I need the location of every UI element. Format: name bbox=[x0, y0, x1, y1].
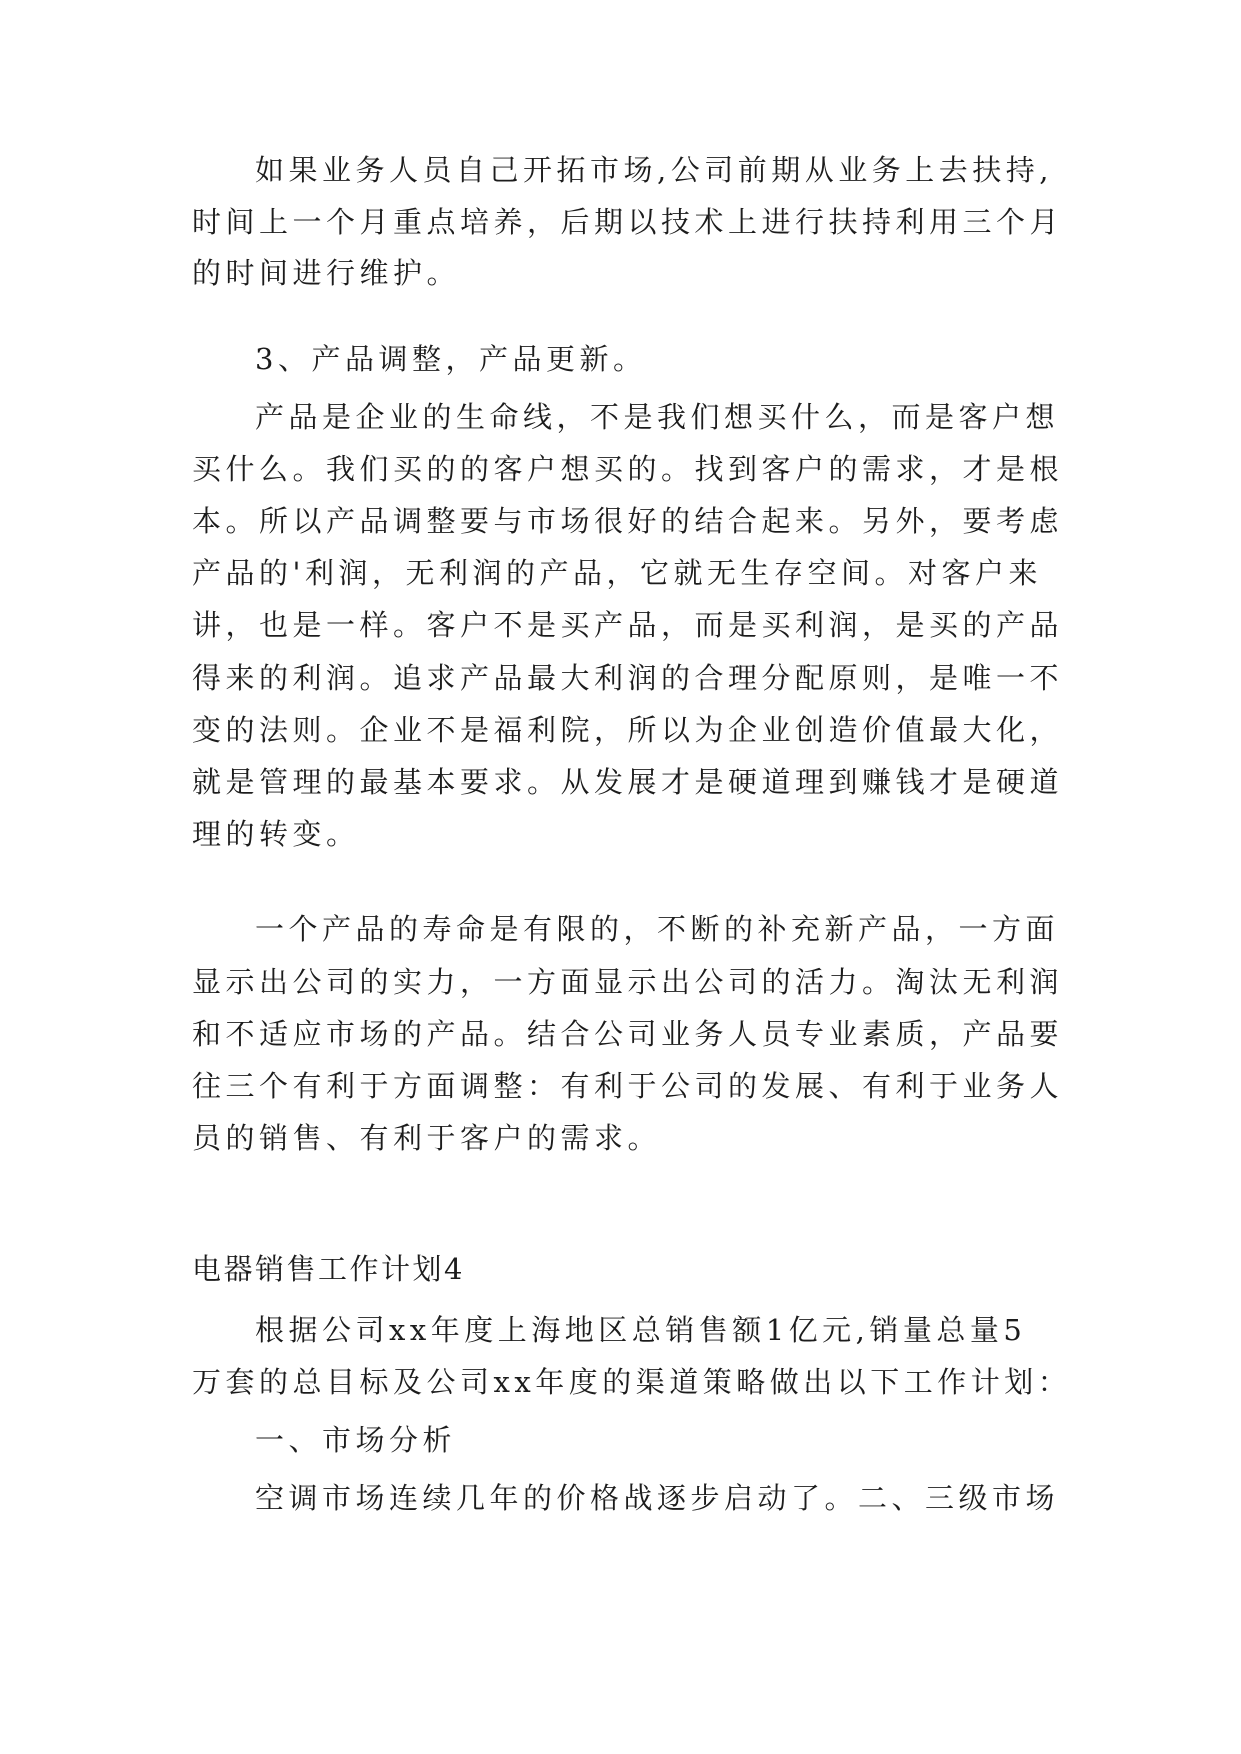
paragraph-line: 一个产品的寿命是有限的，不断的补充新产品，一方面 bbox=[255, 912, 1060, 946]
paragraph-line: 空调市场连续几年的价格战逐步启动了。二、三级市场 bbox=[255, 1481, 1060, 1515]
paragraph-line: 的时间进行维护。 bbox=[192, 256, 461, 290]
paragraph-line: 员的销售、有利于客户的需求。 bbox=[192, 1121, 662, 1155]
paragraph-line: 产品是企业的生命线，不是我们想买什么，而是客户想 bbox=[255, 400, 1060, 434]
paragraph-line: 得来的利润。追求产品最大利润的合理分配原则，是唯一不 bbox=[192, 661, 1064, 695]
paragraph-line: 买什么。我们买的的客户想买的。找到客户的需求，才是根 bbox=[192, 452, 1064, 486]
paragraph-line: 万套的总目标及公司xx年度的渠道策略做出以下工作计划： bbox=[192, 1365, 1072, 1399]
paragraph-line: 讲，也是一样。客户不是买产品，而是买利润，是买的产品 bbox=[192, 608, 1064, 642]
paragraph-line: 和不适应市场的产品。结合公司业务人员专业素质，产品要 bbox=[192, 1017, 1064, 1051]
section-item: 3、产品调整，产品更新。 bbox=[255, 342, 647, 376]
paragraph-line: 时间上一个月重点培养，后期以技术上进行扶持利用三个月 bbox=[192, 205, 1064, 239]
paragraph-line: 理的转变。 bbox=[192, 817, 360, 851]
paragraph-line: 就是管理的最基本要求。从发展才是硬道理到赚钱才是硬道 bbox=[192, 765, 1064, 799]
paragraph-line: 根据公司xx年度上海地区总销售额1亿元,销量总量5 bbox=[255, 1313, 1027, 1347]
paragraph-line: 变的法则。企业不是福利院，所以为企业创造价值最大化， bbox=[192, 713, 1064, 747]
section-item: 一、市场分析 bbox=[255, 1423, 457, 1457]
paragraph-line: 本。所以产品调整要与市场很好的结合起来。另外，要考虑 bbox=[192, 504, 1064, 538]
paragraph-line: 如果业务人员自己开拓市场,公司前期从业务上去扶持, bbox=[255, 153, 1053, 187]
section-heading: 电器销售工作计划4 bbox=[192, 1252, 465, 1286]
paragraph-line: 产品的'利润，无利润的产品，它就无生存空间。对客户来 bbox=[192, 556, 1042, 590]
paragraph-line: 往三个有利于方面调整：有利于公司的发展、有利于业务人 bbox=[192, 1069, 1064, 1103]
paragraph-line: 显示出公司的实力，一方面显示出公司的活力。淘汰无利润 bbox=[192, 965, 1064, 999]
